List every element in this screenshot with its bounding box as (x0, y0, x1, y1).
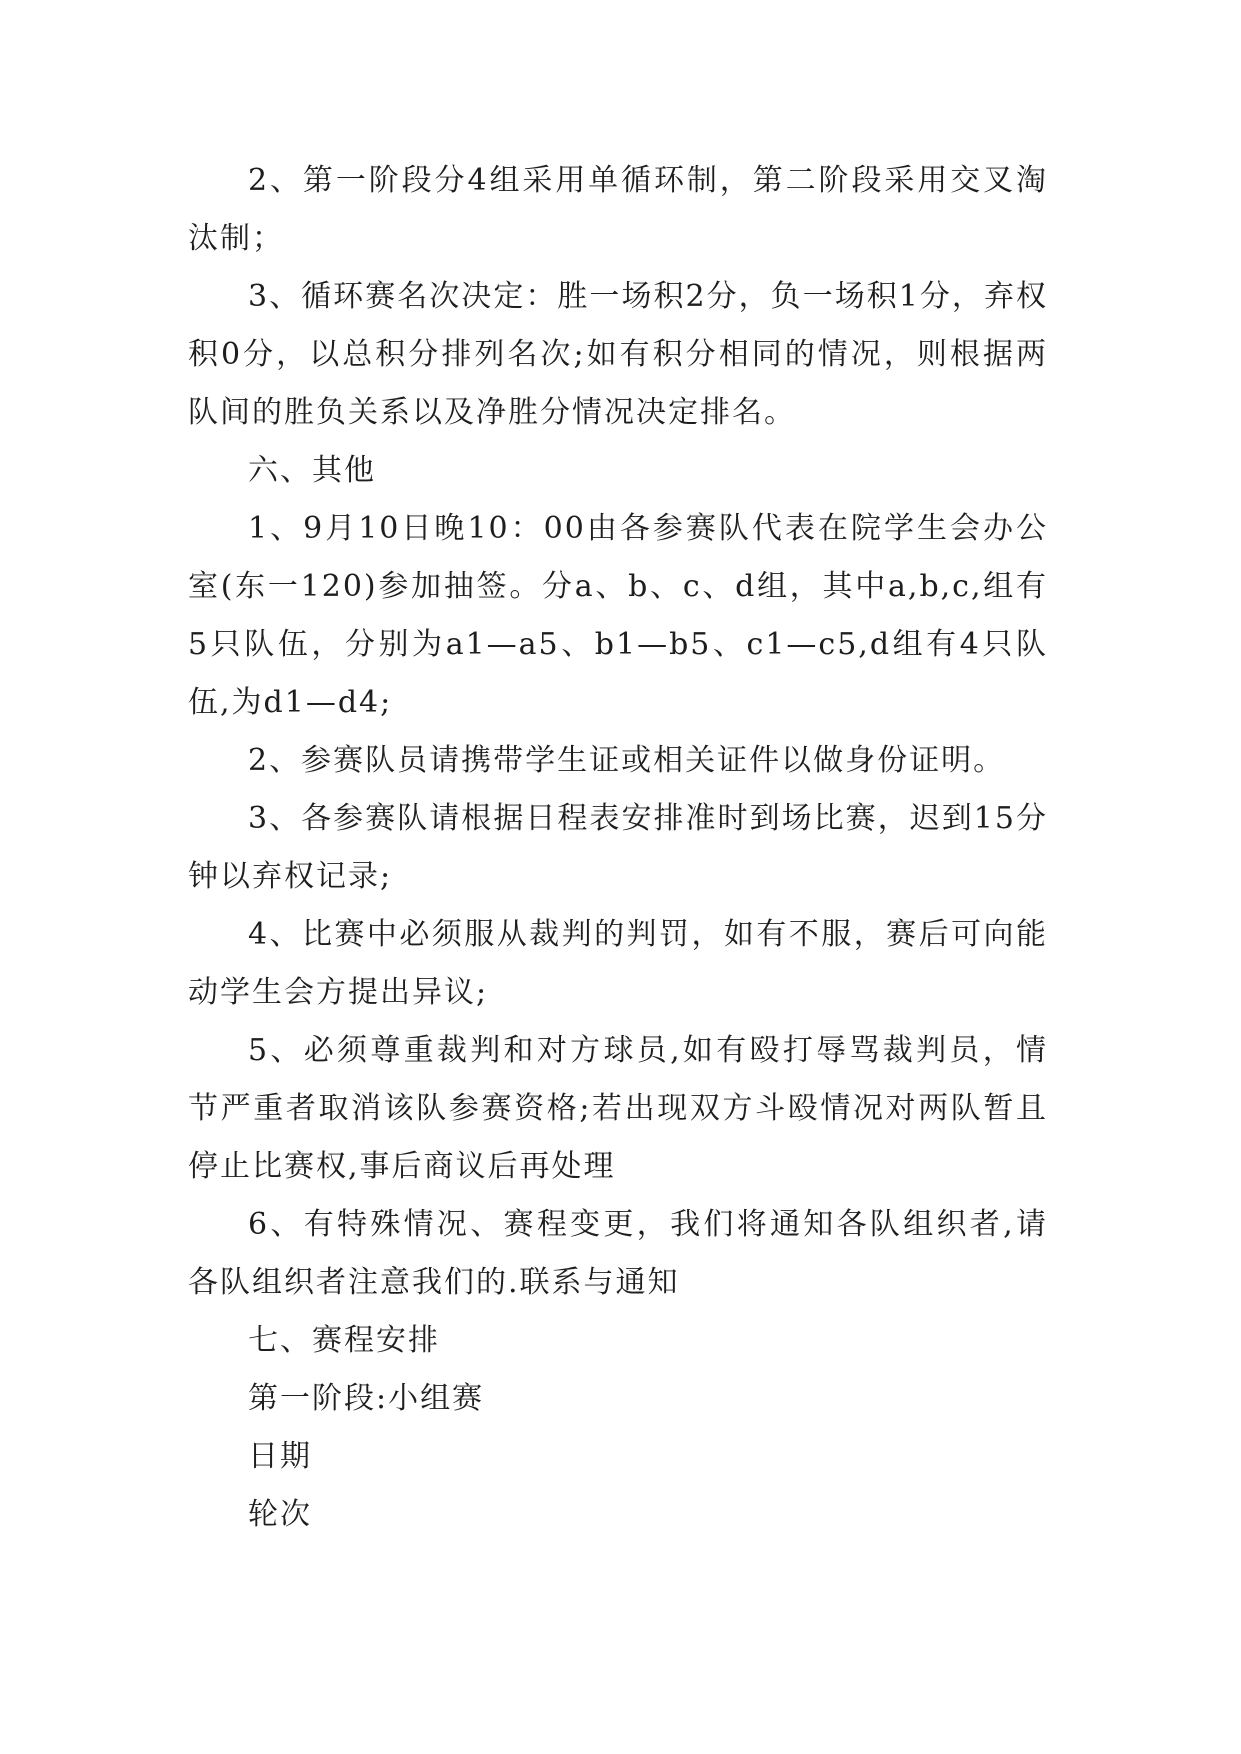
paragraph-conduct: 5、必须尊重裁判和对方球员,如有殴打辱骂裁判员，情节严重者取消该队参赛资格;若出现双方斗殴情况对两队暂且停止比赛权,事后商议后再处理 (188, 1033, 1048, 1184)
section-heading-schedule: 七、赛程安排 (248, 1323, 440, 1358)
paragraph-stage-format: 2、第一阶段分4组采用单循环制，第二阶段采用交叉淘汰制； (188, 163, 1048, 256)
paragraph-punctuality: 3、各参赛队请根据日程表安排准时到场比赛，迟到15分钟以弃权记录; (188, 801, 1048, 894)
section-heading-other: 六、其他 (248, 453, 376, 488)
paragraph-draw: 1、9月10日晚10：00由各参赛队代表在院学生会办公室(东一120)参加抽签。分a、b、c、d组，其中a,b,c,组有5只队伍，分别为a1—a5、b1—b5、c1—c5,d组有4只队伍,为d1—d4; (188, 511, 1048, 720)
paragraph-schedule-changes: 6、有特殊情况、赛程变更，我们将通知各队组织者,请各队组织者注意我们的.联系与通知 (188, 1207, 1048, 1300)
subheading-group-stage: 第一阶段:小组赛 (248, 1381, 485, 1416)
paragraph-referee-decisions: 4、比赛中必须服从裁判的判罚，如有不服，赛后可向能动学生会方提出异议; (188, 917, 1048, 1010)
document-body (188, 152, 1048, 1544)
label-date: 日期 (248, 1439, 312, 1474)
label-round: 轮次 (248, 1497, 312, 1532)
paragraph-id-requirement: 2、参赛队员请携带学生证或相关证件以做身份证明。 (248, 743, 1006, 778)
paragraph-ranking-rules: 3、循环赛名次决定：胜一场积2分，负一场积1分，弃权积0分，以总积分排列名次;如有积分相同的情况，则根据两队间的胜负关系以及净胜分情况决定排名。 (188, 279, 1048, 430)
